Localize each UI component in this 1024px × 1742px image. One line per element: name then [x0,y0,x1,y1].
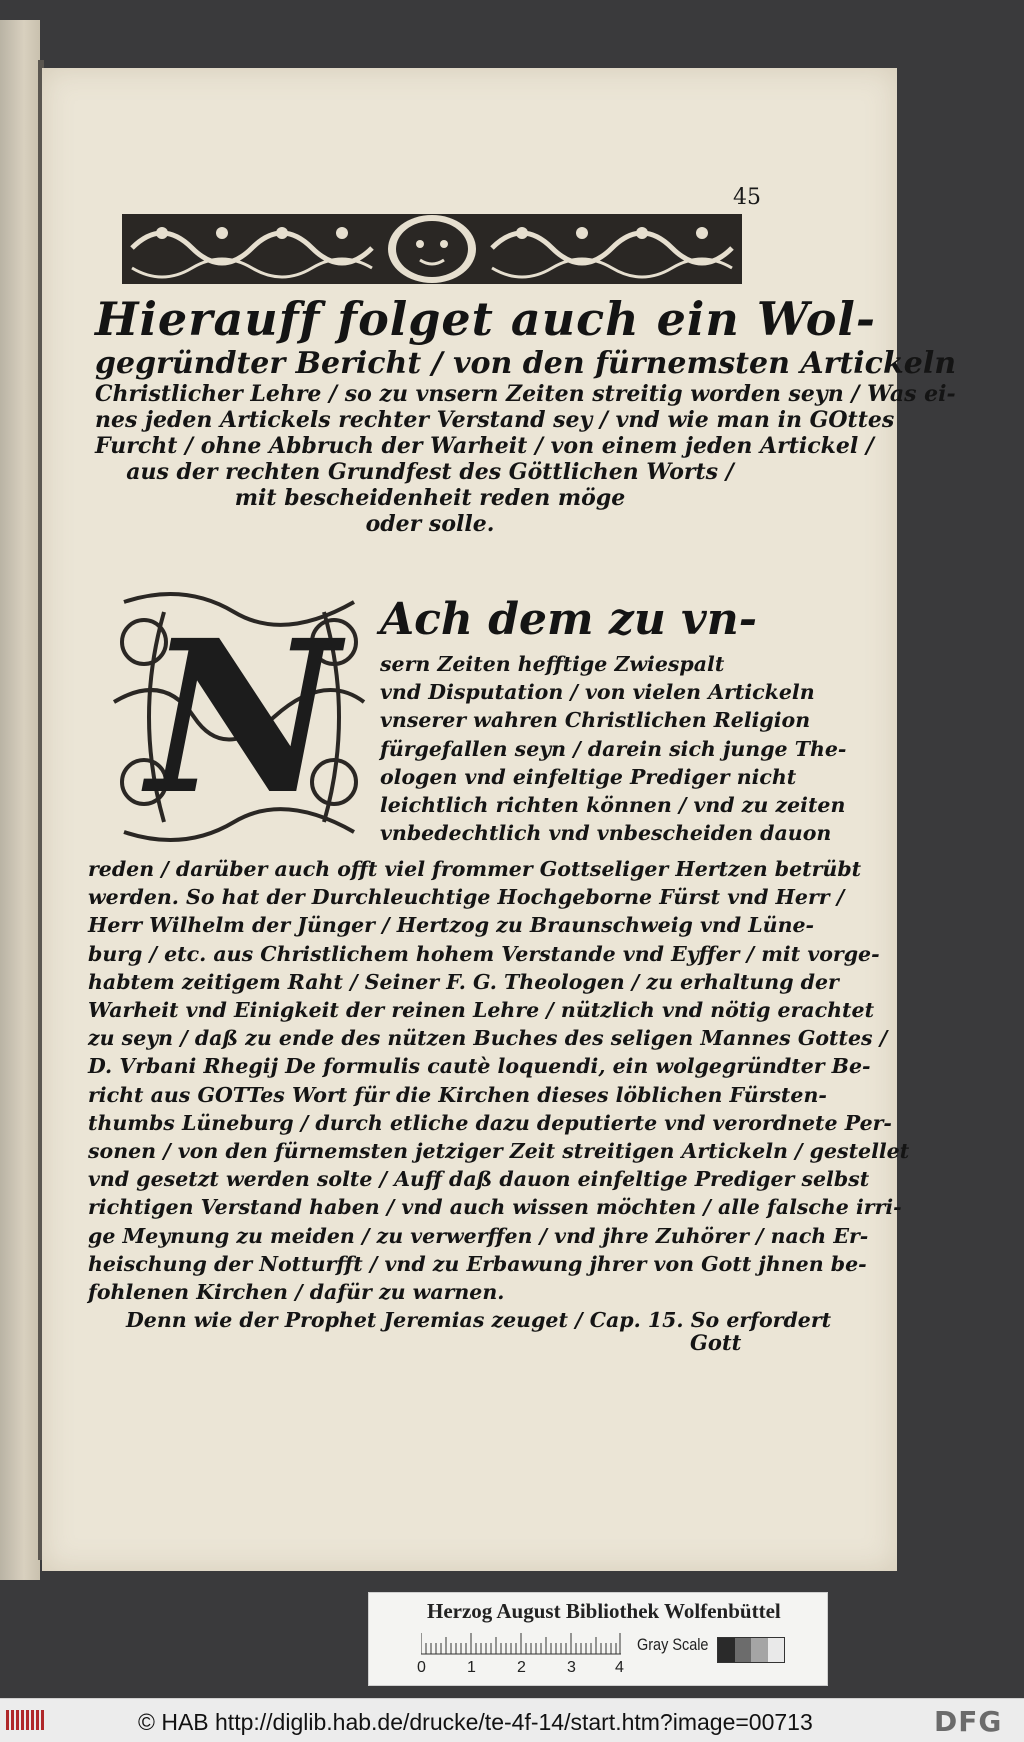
text-line: Herr Wilhelm der Jünger / Hertzog zu Braunschweig vnd Lüne- [88,913,815,938]
paragraph-line: Denn wie der Prophet Jeremias zeuget / Cap. 15. So erfordert [126,1308,832,1333]
chapter-heading [95,292,957,537]
text-line: D. Vrbani Rhegij De formulis cautè loquendi, ein wolgegründter Be- [88,1054,871,1079]
gray-swatch [751,1638,768,1662]
text-line: vnd Disputation / von vielen Artickeln [380,680,815,705]
ornamental-headpiece [122,208,742,290]
opening-line: Ach dem zu vn- [380,594,757,645]
initial-letter: N [147,593,339,841]
text-line: vnd gesetzt werden solte / Auff daß dauon einfeltige Prediger selbst [88,1167,870,1192]
text-line: leichtlich richten können / vnd zu zeiten [380,793,846,818]
scale-number: 3 [567,1659,576,1676]
scale-number: 2 [517,1659,526,1676]
text-line: sern Zeiten hefftige Zwiespalt [380,652,725,676]
text-line: thumbs Lüneburg / durch etliche dazu deputierte vnd verordnete Per- [88,1110,892,1135]
opening-lines [380,590,847,847]
scale-number: 4 [615,1659,624,1676]
page-number: 45 [733,185,761,210]
text-line: habtem zeitigem Raht / Seiner F. G. Theologen / zu erhaltung der [88,969,839,994]
text-line: vnserer wahren Christlichen Religion [380,708,811,733]
footer-bar [0,1698,1024,1742]
heading-line: Christlicher Lehre / so zu vnsern Zeiten streitig worden seyn / Was ei- [95,381,956,407]
heading-line: oder solle. [365,511,495,537]
text-line: ge Meynung zu meiden / zu verwerffen / vnd jhre Zuhörer / nach Er- [88,1223,869,1248]
text-line: zu seyn / daß zu ende des nützen Buches des seligen Mannes Gottes / [88,1026,888,1051]
gray-swatch [768,1638,785,1662]
text-line: sonen / von den fürnemsten jetziger Zeit streitigen Artickeln / gestellet [88,1139,910,1164]
text-line: ologen vnd einfeltige Prediger nicht [380,764,797,789]
gray-swatch [735,1638,752,1662]
decorated-initial [104,582,382,852]
body-text [88,855,910,1334]
scale-number: 1 [467,1659,476,1676]
text-line: reden / darüber auch offt viel frommer Gottseliger Hertzen betrübt [88,857,862,881]
adjacent-page-edge [0,20,40,1580]
dfg-logo[interactable]: DFG [934,1705,1003,1738]
text-line: richtigen Verstand haben / vnd auch wissen möchten / alle falsche irri- [88,1195,902,1220]
gray-scale-label: Gray Scale [637,1635,709,1654]
heading-line: gegründter Bericht / von den fürnemsten Artickeln [95,346,957,381]
color-calibration-card [368,1592,828,1686]
gray-swatch [718,1638,735,1662]
text-line: richt aus GOTTes Wort für die Kirchen dieses löblichen Fürsten- [88,1082,827,1107]
text-line: heischung der Notturfft / vnd zu Erbawung jhrer von Gott jhnen be- [88,1251,867,1276]
heading-line: mit bescheidenheit reden möge [234,485,626,511]
copyright-link[interactable]: © HAB http://diglib.hab.de/drucke/te-4f-14/start.htm?image=00713 [138,1709,813,1735]
text-line: fohlenen Kirchen / dafür zu warnen. [88,1280,505,1305]
text-line: werden. So hat der Durchleuchtige Hochgeborne Fürst vnd Herr / [88,885,845,910]
text-line: burg / etc. aus Christlichem hohem Verstande vnd Eyffer / mit vorge- [88,941,880,966]
gray-swatches [717,1637,785,1663]
heading-line: Hierauff folget auch ein Wol- [95,292,876,346]
hab-logo-icon[interactable] [6,1708,46,1732]
scale-ruler [421,1633,621,1655]
catchword: Gott [690,1330,742,1355]
text-line: fürgefallen seyn / darein sich junge The- [380,736,847,761]
heading-line: Furcht / ohne Abbruch der Warheit / von einem jeden Artickel / [95,433,874,459]
heading-line: aus der rechten Grundfest des Göttlichen Worts / [126,459,734,485]
heading-line: nes jeden Artickels rechter Verstand sey / vnd wie man in GOttes [95,407,895,433]
scale-number: 0 [417,1659,426,1676]
text-line: Warheit vnd Einigkeit der reinen Lehre / nützlich vnd nötig erachtet [88,998,875,1023]
library-name: Herzog August Bibliothek Wolfenbüttel [427,1599,781,1623]
text-line: vnbedechtlich vnd vnbescheiden dauon [380,821,832,846]
